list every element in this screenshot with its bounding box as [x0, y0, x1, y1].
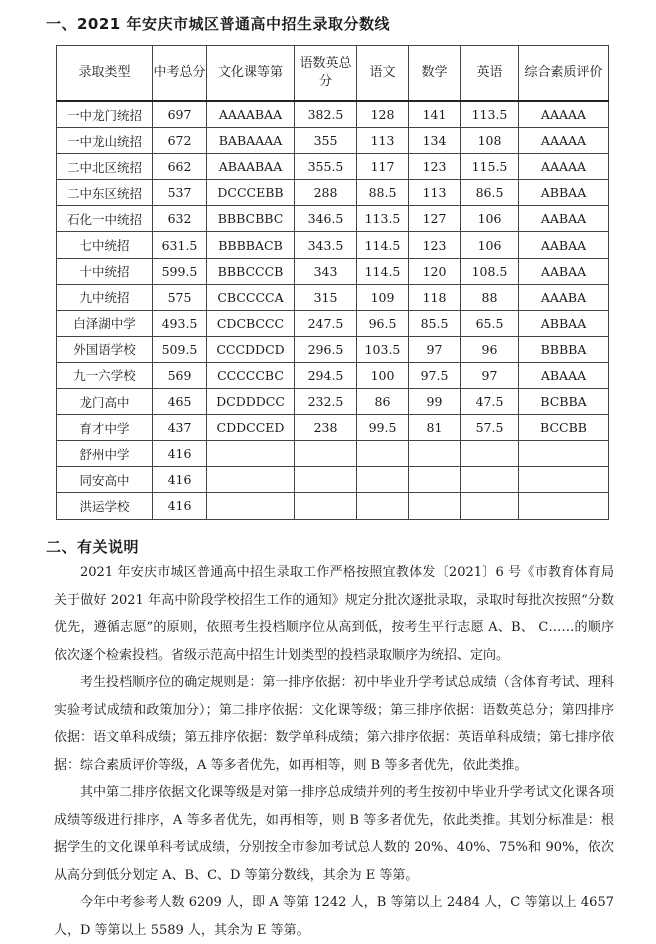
table-cell: 龙门高中	[57, 389, 153, 415]
table-row	[57, 310, 609, 336]
table-row	[57, 180, 609, 206]
table-cell	[519, 493, 609, 519]
table-cell: CCCCCBC	[207, 362, 295, 388]
table-cell: 七中统招	[57, 232, 153, 258]
table-cell: 育才中学	[57, 415, 153, 441]
table-cell: 65.5	[461, 310, 519, 336]
table-cell	[207, 441, 295, 467]
table-cell: AAAAA	[519, 101, 609, 128]
table-cell: ABBAA	[519, 180, 609, 206]
table-cell: BABAAAA	[207, 128, 295, 154]
table-cell	[409, 441, 461, 467]
table-cell: 100	[357, 362, 409, 388]
table-cell: BBBCBBC	[207, 206, 295, 232]
table-cell: 106	[461, 232, 519, 258]
table-cell: 355.5	[295, 154, 357, 180]
table-cell: 382.5	[295, 101, 357, 128]
table-cell	[295, 467, 357, 493]
table-cell: CDDCCED	[207, 415, 295, 441]
table-cell: 355	[295, 128, 357, 154]
table-cell	[461, 493, 519, 519]
table-cell: 315	[295, 284, 357, 310]
table-cell: 114.5	[357, 258, 409, 284]
table-cell: 288	[295, 180, 357, 206]
table-cell: 632	[153, 206, 207, 232]
table-cell: 662	[153, 154, 207, 180]
table-header-row	[57, 46, 609, 102]
table-cell: 113	[409, 180, 461, 206]
table-cell: 113	[357, 128, 409, 154]
table-cell: 86	[357, 389, 409, 415]
table-cell	[357, 493, 409, 519]
table-row	[57, 441, 609, 467]
table-cell	[295, 441, 357, 467]
table-cell	[461, 441, 519, 467]
table-cell: 416	[153, 467, 207, 493]
notes-paragraph-2: 考生投档顺序位的确定规则是：第一排序依据：初中毕业升学考试总成绩（含体育考试、理科实验考试成绩和政策加分）；第二排序依据：文化课等级；第三排序依据：语数英总分；第四排序依据：语文单科成绩；第五排序依据：数学单科成绩；第六排序依据：英语单科成绩；第七排序依据：综合素质评价等级，A 等多者优先，如再相等，则 B 等多者优先，依此类推。	[54, 675, 614, 773]
table-row	[57, 493, 609, 519]
column-header: 语数英总分	[295, 46, 357, 102]
section1-title: 一、2021 年安庆市城区普通高中招生录取分数线	[46, 15, 390, 33]
column-header: 英语	[461, 46, 519, 102]
table-cell: 120	[409, 258, 461, 284]
table-row	[57, 206, 609, 232]
table-cell: BBBBACB	[207, 232, 295, 258]
table-cell: 99.5	[357, 415, 409, 441]
table-cell: 631.5	[153, 232, 207, 258]
table-cell: BBBCCCB	[207, 258, 295, 284]
table-cell: 白泽湖中学	[57, 310, 153, 336]
table-row	[57, 101, 609, 128]
table-cell: 九一六学校	[57, 362, 153, 388]
table-cell: BCBBA	[519, 389, 609, 415]
notes-paragraph-3: 其中第二排序依据文化课等级是对第一排序总成绩并列的考生按初中毕业升学考试文化课各项成绩等级进行排序，A 等多者优先，如再相等，则 B 等多者优先，依此类推。其划分标准是：根据学生的文化课单科考试成绩，分别按全市参加考试总人数的 20%、40%、75%和 90%，依次从高分到低分划定 A、B、C、D 等第分数线，其余为 E 等第。	[54, 785, 614, 883]
table-cell: CBCCCCA	[207, 284, 295, 310]
table-cell: 81	[409, 415, 461, 441]
table-row	[57, 389, 609, 415]
table-row	[57, 467, 609, 493]
table-cell: 二中北区统招	[57, 154, 153, 180]
table-cell: 238	[295, 415, 357, 441]
table-cell: AAAABAA	[207, 101, 295, 128]
table-cell: 86.5	[461, 180, 519, 206]
notes-section	[54, 559, 614, 944]
table-cell: 118	[409, 284, 461, 310]
table-cell: 106	[461, 206, 519, 232]
table-cell: 509.5	[153, 336, 207, 362]
table-cell: 97.5	[409, 362, 461, 388]
table-cell: 569	[153, 362, 207, 388]
table-cell	[357, 467, 409, 493]
table-cell: 97	[461, 362, 519, 388]
table-cell: 同安高中	[57, 467, 153, 493]
table-cell: AABAA	[519, 206, 609, 232]
table-cell	[207, 493, 295, 519]
table-cell: 493.5	[153, 310, 207, 336]
table-cell: 108.5	[461, 258, 519, 284]
table-cell: ABBAA	[519, 310, 609, 336]
table-cell	[409, 467, 461, 493]
table-cell: 一中龙山统招	[57, 128, 153, 154]
table-cell: DCDDDCC	[207, 389, 295, 415]
column-header: 录取类型	[57, 46, 153, 102]
table-cell: 128	[357, 101, 409, 128]
section2-title: 二、有关说明	[46, 538, 140, 556]
table-cell: 123	[409, 232, 461, 258]
table-cell: AABAA	[519, 258, 609, 284]
table-cell: 96.5	[357, 310, 409, 336]
table-cell	[357, 441, 409, 467]
table-cell	[519, 467, 609, 493]
table-cell: 103.5	[357, 336, 409, 362]
table-cell: 296.5	[295, 336, 357, 362]
table-row	[57, 415, 609, 441]
table-row	[57, 284, 609, 310]
table-cell: CCCDDCD	[207, 336, 295, 362]
table-cell: 465	[153, 389, 207, 415]
column-header: 数学	[409, 46, 461, 102]
table-cell: ABAAA	[519, 362, 609, 388]
table-cell: 115.5	[461, 154, 519, 180]
table-cell	[207, 467, 295, 493]
table-cell: 232.5	[295, 389, 357, 415]
table-cell: 十中统招	[57, 258, 153, 284]
table-cell: 88.5	[357, 180, 409, 206]
table-cell: 416	[153, 493, 207, 519]
table-cell: 外国语学校	[57, 336, 153, 362]
table-cell: 石化一中统招	[57, 206, 153, 232]
table-cell	[519, 441, 609, 467]
table-cell: 57.5	[461, 415, 519, 441]
table-cell: 416	[153, 441, 207, 467]
table-cell: 一中龙门统招	[57, 101, 153, 128]
table-cell: 599.5	[153, 258, 207, 284]
table-cell: 88	[461, 284, 519, 310]
table-cell: DCCCEBB	[207, 180, 295, 206]
table-cell: AAAAA	[519, 128, 609, 154]
table-cell: ABAABAA	[207, 154, 295, 180]
table-row	[57, 154, 609, 180]
table-cell: 127	[409, 206, 461, 232]
column-header: 语文	[357, 46, 409, 102]
notes-paragraph-4: 今年中考参考人数 6209 人，即 A 等第 1242 人，B 等第以上 2484 人，C 等第以上 4657 人，D 等第以上 5589 人，其余为 E 等第。	[54, 895, 614, 938]
table-cell	[409, 493, 461, 519]
table-cell	[295, 493, 357, 519]
table-cell: 113.5	[461, 101, 519, 128]
table-cell: AAABA	[519, 284, 609, 310]
table-cell: 123	[409, 154, 461, 180]
table-cell: 97	[409, 336, 461, 362]
table-row	[57, 232, 609, 258]
table-cell: 96	[461, 336, 519, 362]
table-cell: 437	[153, 415, 207, 441]
table-row	[57, 362, 609, 388]
admission-score-table	[56, 45, 609, 520]
column-header: 中考总分	[153, 46, 207, 102]
table-cell: CDCBCCC	[207, 310, 295, 336]
table-cell: 舒州中学	[57, 441, 153, 467]
notes-paragraph-1: 2021 年安庆市城区普通高中招生录取工作严格按照宜教体发〔2021〕6 号《市教育体育局关于做好 2021 年高中阶段学校招生工作的通知》规定分批次逐批录取，录取时每批次按照“分数优先，遵循志愿”的原则，依照考生投档顺序位从高到低，按考生平行志愿 A、B、 C……的顺序依次逐个检索投档。省级示范高中招生计划类型的投档录取顺序为统招、定向。	[54, 565, 614, 663]
table-row	[57, 128, 609, 154]
table-cell: 537	[153, 180, 207, 206]
table-cell: AAAAA	[519, 154, 609, 180]
table-cell	[461, 467, 519, 493]
table-cell: 343.5	[295, 232, 357, 258]
table-cell: 117	[357, 154, 409, 180]
table-cell: 113.5	[357, 206, 409, 232]
table-row	[57, 336, 609, 362]
table-cell: 108	[461, 128, 519, 154]
table-cell: BCCBB	[519, 415, 609, 441]
table-cell: 141	[409, 101, 461, 128]
table-cell: 575	[153, 284, 207, 310]
table-cell: 二中东区统招	[57, 180, 153, 206]
table-cell: 343	[295, 258, 357, 284]
table-row	[57, 258, 609, 284]
table-cell: 346.5	[295, 206, 357, 232]
table-body	[57, 101, 609, 519]
table-cell: 672	[153, 128, 207, 154]
table-cell: 99	[409, 389, 461, 415]
table-cell: 47.5	[461, 389, 519, 415]
table-cell: BBBBA	[519, 336, 609, 362]
column-header: 综合素质评价	[519, 46, 609, 102]
table-cell: 134	[409, 128, 461, 154]
table-cell: 114.5	[357, 232, 409, 258]
table-cell: 294.5	[295, 362, 357, 388]
table-cell: 洪运学校	[57, 493, 153, 519]
table-cell: 109	[357, 284, 409, 310]
table-cell: 九中统招	[57, 284, 153, 310]
column-header: 文化课等第	[207, 46, 295, 102]
table-cell: 697	[153, 101, 207, 128]
table-cell: AABAA	[519, 232, 609, 258]
table-cell: 85.5	[409, 310, 461, 336]
table-cell: 247.5	[295, 310, 357, 336]
